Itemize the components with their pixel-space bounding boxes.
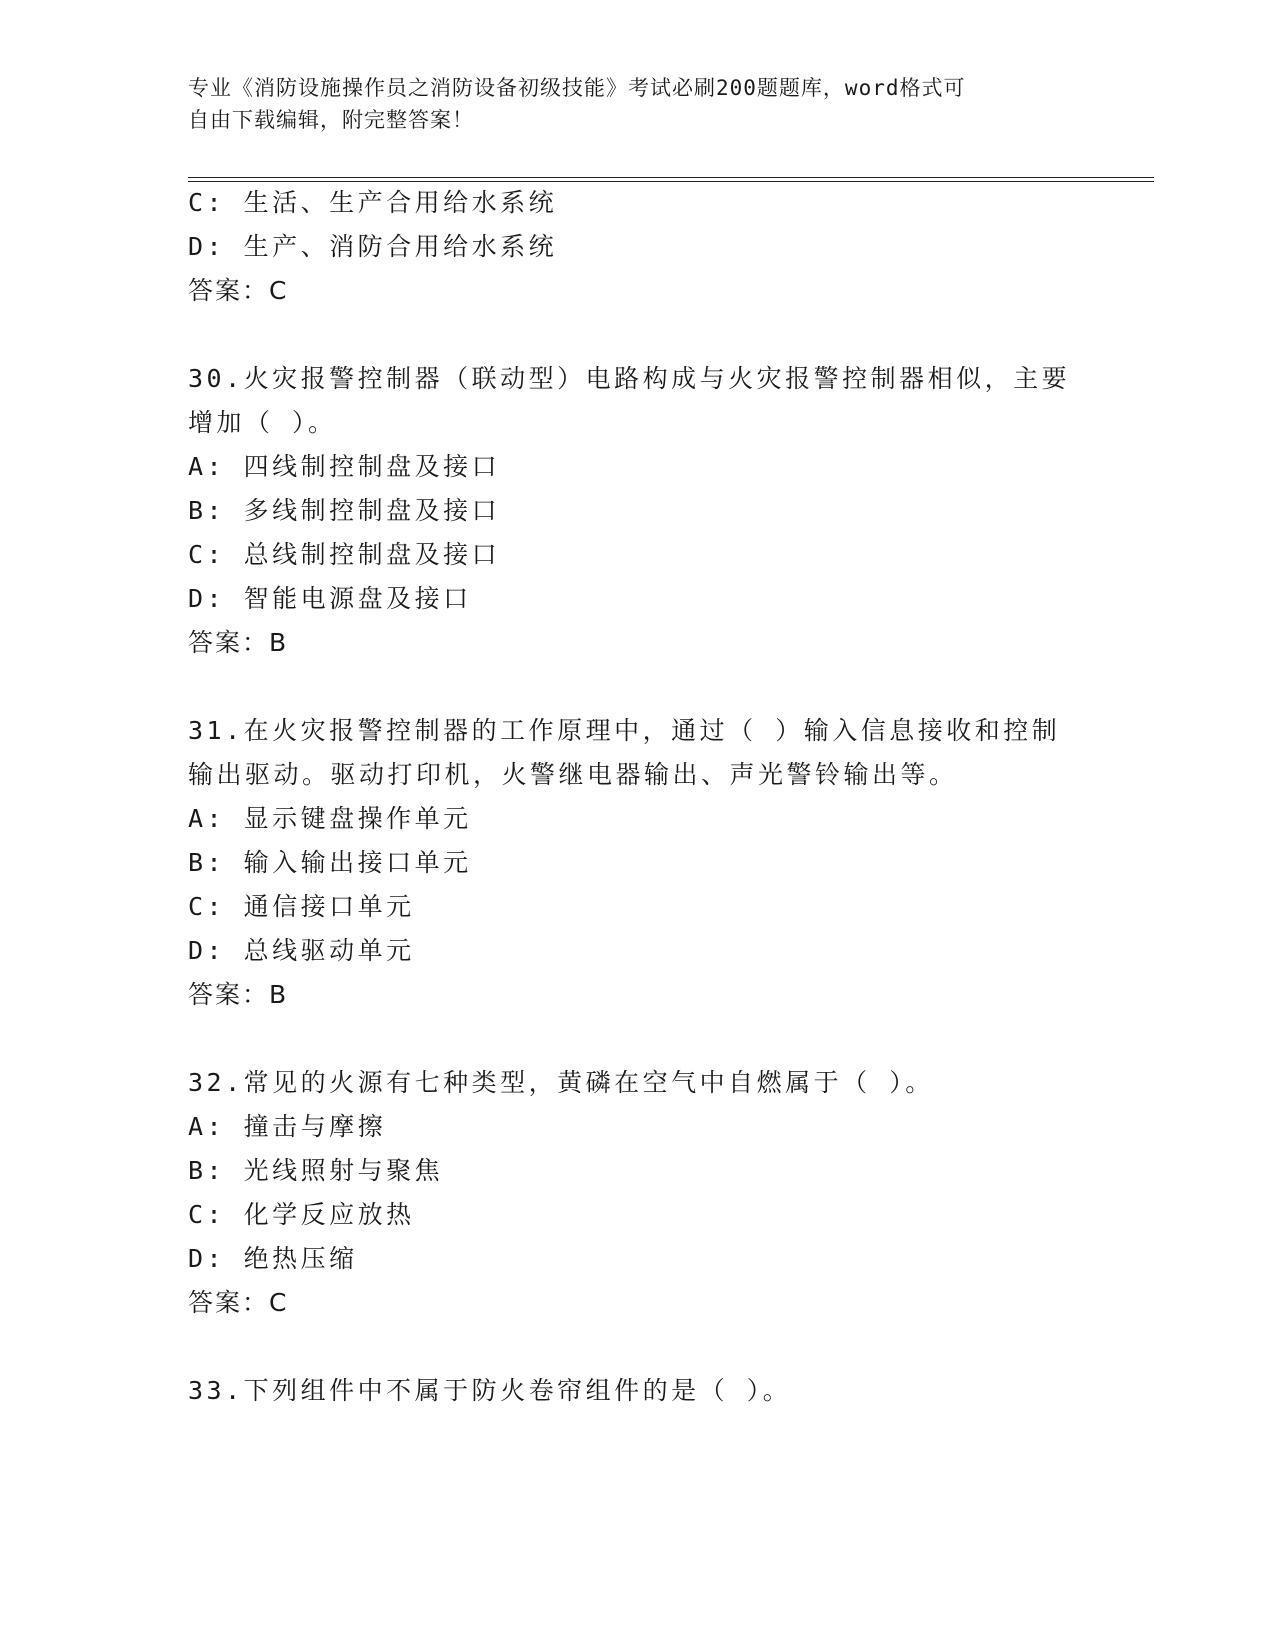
header-line-2: 自由下载编辑，附完整答案！ (188, 108, 474, 132)
header-divider-bottom (188, 181, 1154, 182)
answer-line: 答案：C (188, 276, 289, 305)
option-d: D: 生产、消防合用给水系统 (188, 232, 558, 261)
option-c: C: 通信接口单元 (188, 892, 415, 921)
question-text: 31.在火灾报警控制器的工作原理中，通过（ ）输入信息接收和控制 (188, 716, 1061, 745)
option-a: A: 撞击与摩擦 (188, 1112, 387, 1141)
option-c: C: 化学反应放热 (188, 1200, 415, 1229)
option-d: D: 智能电源盘及接口 (188, 584, 472, 613)
option-d: D: 绝热压缩 (188, 1244, 358, 1273)
document-header (188, 72, 1088, 136)
header-line-1: 专业《消防设施操作员之消防设备初级技能》考试必刷200题题库，word格式可 (188, 76, 966, 100)
answer-line: 答案：B (188, 628, 289, 657)
question-text: 增加（ ）。 (188, 408, 337, 437)
answer-line: 答案：C (188, 1288, 289, 1317)
question-text: 输出驱动。驱动打印机，火警继电器输出、声光警铃输出等。 (188, 760, 958, 789)
option-b: B: 输入输出接口单元 (188, 848, 472, 877)
option-c: C: 总线制控制盘及接口 (188, 540, 501, 569)
option-b: B: 光线照射与聚焦 (188, 1156, 444, 1185)
question-text: 32.常见的火源有七种类型，黄磷在空气中自燃属于（ ）。 (188, 1068, 934, 1097)
option-b: B: 多线制控制盘及接口 (188, 496, 501, 525)
answer-line: 答案：B (188, 980, 289, 1009)
question-text: 30.火灾报警控制器（联动型）电路构成与火灾报警控制器相似，主要 (188, 364, 1071, 393)
option-d: D: 总线驱动单元 (188, 936, 415, 965)
option-a: A: 显示键盘操作单元 (188, 804, 472, 833)
option-c: C: 生活、生产合用给水系统 (188, 188, 558, 217)
question-text: 33.下列组件中不属于防火卷帘组件的是（ ）。 (188, 1376, 792, 1405)
header-divider-top (188, 177, 1154, 178)
option-a: A: 四线制控制盘及接口 (188, 452, 501, 481)
